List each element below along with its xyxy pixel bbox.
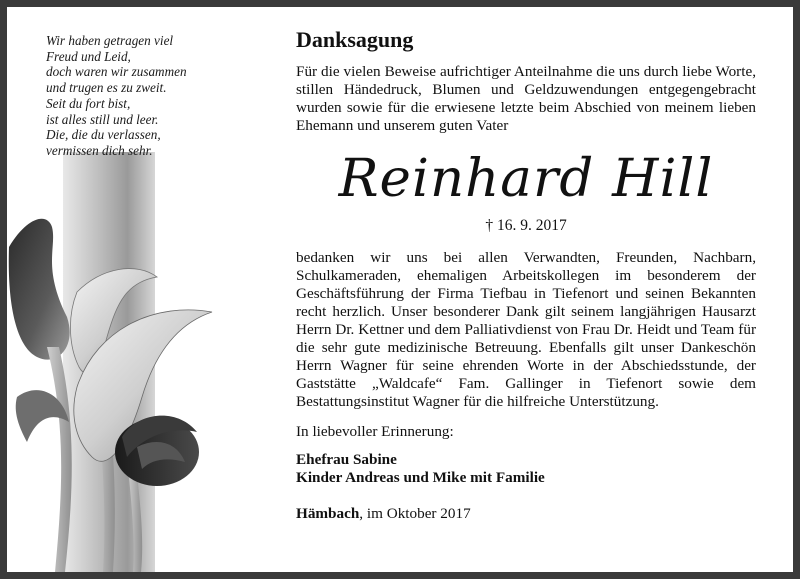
family-line: Kinder Andreas und Mike mit Familie [296, 469, 545, 486]
calla-lily-illustration [7, 207, 277, 572]
poem-line: doch waren wir zusammen [46, 64, 187, 80]
intro-paragraph: Für die vielen Beweise aufrichtiger Anteilnahme die uns durch liebe Worte, stillen Händedruck, Blumen und Geldzuwendungen entgegengebracht wurden sowie für die erwiesene letzte beim Abschied von meinem lieben Ehemann und unserem guten Vater [296, 63, 756, 134]
poem-line: ist alles still und leer. [46, 111, 159, 127]
family-signature [296, 451, 756, 487]
death-date: † 16. 9. 2017 [485, 217, 567, 234]
place-date-text: , im Oktober 2017 [359, 505, 471, 522]
memory-line: In liebevoller Erinnerung: [296, 423, 454, 440]
poem-line: Freud und Leid, [46, 48, 131, 64]
poem-line: Seit du fort bist, [46, 95, 131, 111]
poem-line: Wir haben getragen viel [46, 33, 174, 48]
decorative-panel [7, 7, 277, 572]
deceased-name: Reinhard Hill [338, 149, 714, 209]
family-line: Ehefrau Sabine [296, 451, 397, 468]
notice-content [296, 27, 756, 523]
thanks-paragraph: bedanken wir uns bei allen Verwandten, Freunden, Nachbarn, Schulkameraden, ehemaligen Arbeitskollegen im besonderem der Geschäftsführung der Firma Tiefbau in Tiefenort und seinen Bekannten recht herzlich. Unser besonderer Dank gilt seinem langjährigen Hausarzt Herrn Dr. Kettner und dem Palliativdienst von Frau Dr. Heidt und Team für die sehr gute medizinische Betreuung. Ebenfalls gilt unser Dankeschön Herrn Wagner für seine ehrenden Worte in der Abschiedsstunde, der Gaststätte „Waldcafe“ Fam. Gallinger in Tiefenort sowie dem Bestattungsinstitut Wagner für die hilfreiche Unterstützung. [296, 249, 756, 410]
poem-line: vermissen dich sehr. [46, 142, 153, 158]
obituary-card [7, 7, 793, 572]
place-name: Hämbach [296, 505, 360, 522]
poem [46, 33, 187, 159]
notice-heading: Danksagung [296, 27, 414, 52]
place-date [296, 505, 756, 523]
poem-line: und trugen es zu zweit. [46, 80, 167, 96]
poem-line: Die, die du verlassen, [46, 127, 161, 143]
